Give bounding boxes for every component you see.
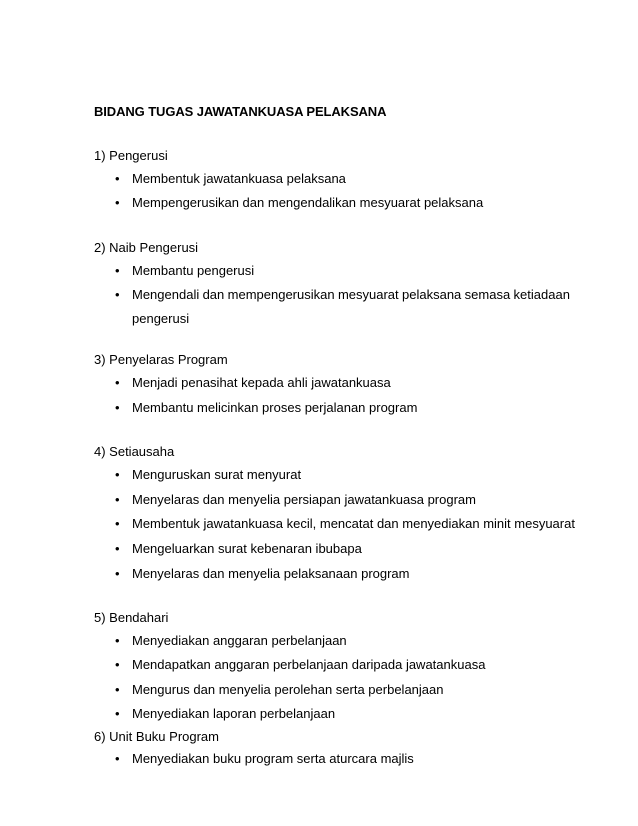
bullet-icon: • xyxy=(115,682,120,697)
bullet-icon: • xyxy=(115,706,120,721)
document-title: BIDANG TUGAS JAWATANKUASA PELAKSANA xyxy=(94,104,387,119)
word: mempengerusikan xyxy=(227,287,335,302)
list-item-text: Menyelaras dan menyelia persiapan jawatankuasa program xyxy=(132,492,476,507)
word: Mengendali xyxy=(132,287,200,302)
bullet-icon: • xyxy=(115,633,120,648)
list-item-text: Membantu pengerusi xyxy=(132,263,255,278)
bullet-icon: • xyxy=(115,751,120,766)
bullet-icon: • xyxy=(115,263,120,278)
bullet-icon: • xyxy=(115,171,120,186)
section-heading-bendahari: 5) Bendahari xyxy=(94,610,169,625)
bullet-icon: • xyxy=(115,492,120,507)
list-item-text: Membentuk jawatankuasa pelaksana xyxy=(132,171,346,186)
list-item-text: Mengeluarkan surat kebenaran ibubapa xyxy=(132,541,362,556)
word: semasa xyxy=(464,287,511,302)
section-heading-setiausaha: 4) Setiausaha xyxy=(94,444,175,459)
list-item-text: Membantu melicinkan proses perjalanan program xyxy=(132,400,418,415)
bullet-icon: • xyxy=(115,400,120,415)
bullet-icon: • xyxy=(115,195,120,210)
word: dan xyxy=(202,287,225,302)
bullet-icon: • xyxy=(115,516,120,531)
word: pelaksana xyxy=(402,287,462,302)
bullet-icon: • xyxy=(115,375,120,390)
list-item-text: Mendapatkan anggaran perbelanjaan daripada jawatankuasa xyxy=(132,657,486,672)
bullet-icon: • xyxy=(115,566,120,581)
list-item-text: Menjadi penasihat kepada ahli jawatankuasa xyxy=(132,375,391,390)
list-item-text: Menguruskan surat menyurat xyxy=(132,467,302,482)
bullet-icon: • xyxy=(115,541,120,556)
bullet-icon: • xyxy=(115,287,120,302)
section-heading-pengerusi: 1) Pengerusi xyxy=(94,148,168,163)
list-item-text: Mempengerusikan dan mengendalikan mesyuarat pelaksana xyxy=(132,195,484,210)
list-item-text: Menyediakan laporan perbelanjaan xyxy=(132,706,336,721)
word: mesyuarat xyxy=(337,287,399,302)
list-item-continuation: pengerusi xyxy=(132,311,190,326)
section-heading-unit-buku-program: 6) Unit Buku Program xyxy=(94,729,219,744)
bullet-icon: • xyxy=(115,467,120,482)
bullet-icon: • xyxy=(115,657,120,672)
list-item-text: Menyediakan buku program serta aturcara majlis xyxy=(132,751,414,766)
list-item-text: Mengurus dan menyelia perolehan serta perbelanjaan xyxy=(132,682,444,697)
list-item-text-justified xyxy=(132,287,570,303)
list-item-text: Menyediakan anggaran perbelanjaan xyxy=(132,633,347,648)
list-item-text: Membentuk jawatankuasa kecil, mencatat dan menyediakan minit mesyuarat xyxy=(132,516,575,531)
section-heading-naib-pengerusi: 2) Naib Pengerusi xyxy=(94,240,199,255)
list-item-text: Menyelaras dan menyelia pelaksanaan program xyxy=(132,566,410,581)
section-heading-penyelaras-program: 3) Penyelaras Program xyxy=(94,352,228,367)
word: ketiadaan xyxy=(513,287,570,302)
